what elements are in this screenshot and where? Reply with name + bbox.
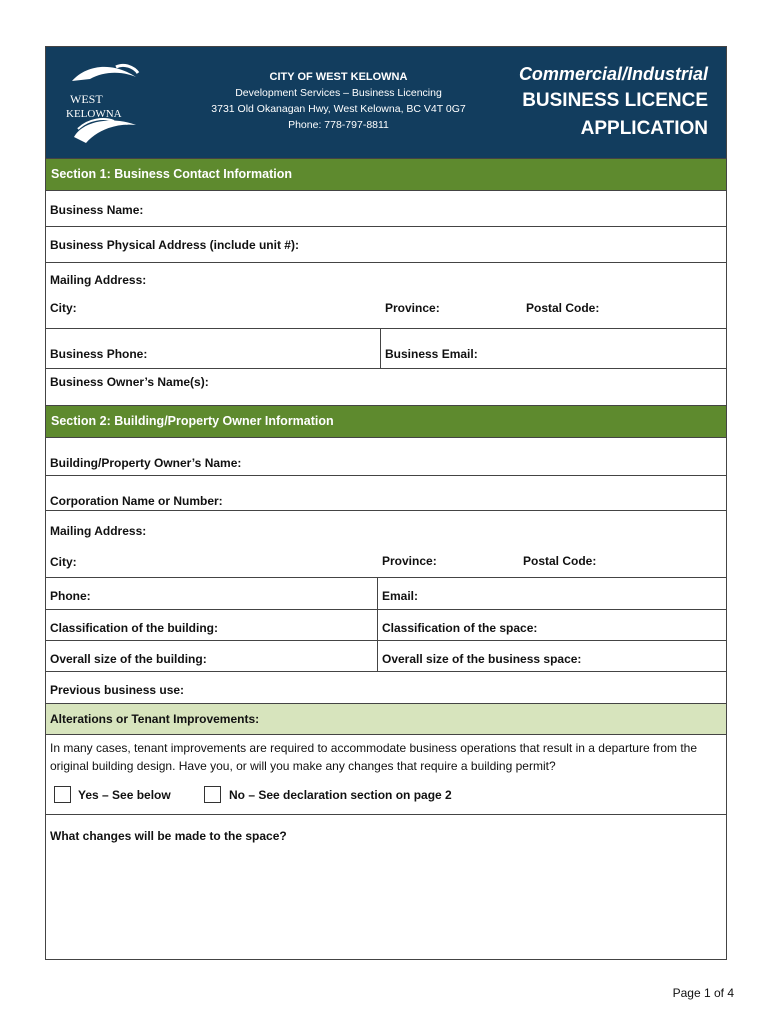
west-kelowna-logo <box>64 59 144 149</box>
city-address-block <box>196 69 481 133</box>
business-name-label: Business Name: <box>50 203 144 217</box>
application-form <box>45 46 727 960</box>
owner-postal-code-label: Postal Code: <box>523 554 597 568</box>
physical-address-label: Business Physical Address (include unit #): <box>50 238 299 252</box>
owner-mailing-address-label: Mailing Address: <box>50 524 147 538</box>
no-label: No – See declaration section on page 2 <box>229 788 452 802</box>
owner-province-label: Province: <box>382 554 437 568</box>
form-header <box>46 47 726 158</box>
no-checkbox[interactable] <box>204 786 221 803</box>
physical-address-row[interactable] <box>46 226 726 262</box>
city-label: City: <box>50 301 77 315</box>
changes-question-label: What changes will be made to the space? <box>50 829 287 843</box>
owners-names-row[interactable] <box>46 368 726 405</box>
corporation-label: Corporation Name or Number: <box>50 494 223 508</box>
classification-row[interactable] <box>46 609 726 640</box>
building-classification-label: Classification of the building: <box>50 621 218 635</box>
owner-email-label: Email: <box>382 589 419 603</box>
building-size-label: Overall size of the building: <box>50 652 207 666</box>
divider <box>380 329 381 368</box>
divider <box>377 641 378 671</box>
changes-row[interactable] <box>46 814 726 959</box>
phone-number: Phone: 778-797-8811 <box>288 119 389 131</box>
section-1-heading: Section 1: Business Contact Information <box>46 158 726 190</box>
corporation-row[interactable] <box>46 475 726 510</box>
owner-phone-email-row[interactable] <box>46 577 726 609</box>
mailing-address-label: Mailing Address: <box>50 273 147 287</box>
title-line-3: APPLICATION <box>580 118 708 139</box>
business-email-label: Business Email: <box>385 347 478 361</box>
size-row[interactable] <box>46 640 726 671</box>
yes-checkbox[interactable] <box>54 786 71 803</box>
page-number: Page 1 of 4 <box>672 986 734 1000</box>
divider <box>377 610 378 640</box>
previous-use-label: Previous business use: <box>50 683 185 697</box>
section-2-heading: Section 2: Building/Property Owner Information <box>46 405 726 437</box>
postal-code-label: Postal Code: <box>526 301 600 315</box>
yes-label: Yes – See below <box>78 788 171 802</box>
title-line-2: BUSINESS LICENCE <box>522 90 708 111</box>
property-owner-name-row[interactable] <box>46 437 726 475</box>
title-line-1: Commercial/Industrial <box>518 64 708 84</box>
space-classification-label: Classification of the space: <box>382 621 538 635</box>
alterations-row <box>46 734 726 814</box>
street-address: 3731 Old Okanagan Hwy, West Kelowna, BC V4T 0G7 <box>211 103 466 115</box>
owner-city-label: City: <box>50 555 77 569</box>
province-label: Province: <box>385 301 440 315</box>
business-phone-email-row[interactable] <box>46 328 726 368</box>
owner-phone-label: Phone: <box>50 589 91 603</box>
department: Development Services – Business Licencing <box>235 87 442 99</box>
business-space-size-label: Overall size of the business space: <box>382 652 582 666</box>
form-title <box>519 61 708 143</box>
owner-mailing-address-row[interactable] <box>46 510 726 577</box>
logo-text-west: WEST <box>70 92 103 106</box>
property-owner-name-label: Building/Property Owner’s Name: <box>50 456 242 470</box>
mailing-address-row[interactable] <box>46 262 726 328</box>
owners-names-label: Business Owner’s Name(s): <box>50 375 209 389</box>
business-name-row[interactable] <box>46 190 726 226</box>
city-name: CITY OF WEST KELOWNA <box>269 71 408 83</box>
previous-use-row[interactable] <box>46 671 726 703</box>
divider <box>377 578 378 609</box>
logo-text-kelowna: KELOWNA <box>66 108 122 120</box>
alterations-heading: Alterations or Tenant Improvements: <box>46 703 726 734</box>
business-phone-label: Business Phone: <box>50 347 148 361</box>
alterations-paragraph: In many cases, tenant improvements are required to accommodate business operations that result in a departure from the original building design. Have you, or will you make any changes that require a building permit? <box>50 741 698 773</box>
